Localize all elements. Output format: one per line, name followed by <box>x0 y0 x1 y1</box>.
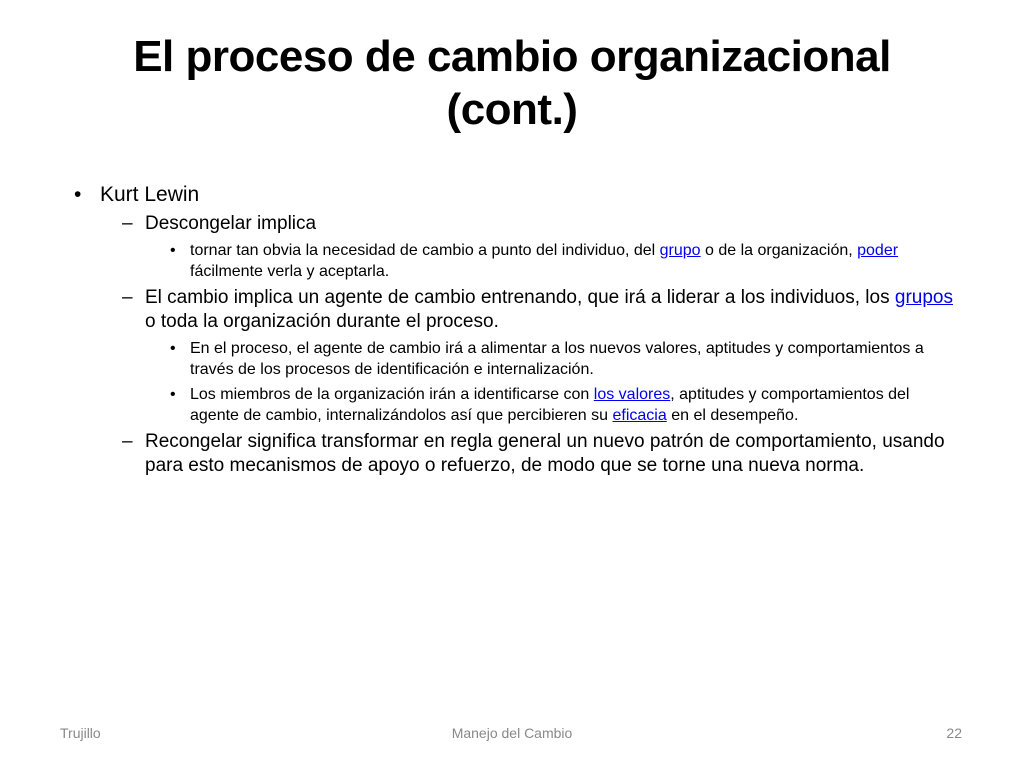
bullet-kurt-lewin <box>60 182 960 208</box>
sub-sub-bullet-agente <box>60 338 960 380</box>
dash-icon: – <box>122 287 133 308</box>
bullet-dot-icon: • <box>170 242 176 259</box>
sub-sub-bullet-descongelar-detail <box>60 240 960 282</box>
text-segment: El cambio implica un agente de cambio entrenando, que irá a liderar a los individuos, los <box>145 287 895 308</box>
bullet-dot-icon: • <box>74 183 82 206</box>
sub-bullet-descongelar <box>60 212 960 236</box>
link-grupo[interactable]: grupo <box>659 242 701 259</box>
sub-bullet-text: Descongelar implica <box>145 213 317 234</box>
link-poder[interactable]: poder <box>857 242 899 259</box>
text-segment: en el desempeño. <box>666 407 799 424</box>
link-los-valores[interactable]: los valores <box>593 386 671 403</box>
sub-bullet-cambio <box>60 286 960 334</box>
link-grupos[interactable]: grupos <box>894 287 953 308</box>
text-segment: o toda la organización durante el proceso. <box>145 311 499 332</box>
sub-sub-bullet-miembros <box>60 384 960 426</box>
sub-bullet-text: Recongelar significa transformar en regla general un nuevo patrón de comportamiento, usando para esto mecanismos de apoyo o refuerzo, de modo que se torne una nueva norma. <box>145 431 945 476</box>
footer-center: Manejo del Cambio <box>451 725 573 741</box>
text-segment: tornar tan obvia la necesidad de cambio a punto del individuo, del <box>190 242 660 259</box>
bullet-dot-icon: • <box>170 386 176 403</box>
page-number: 22 <box>946 725 962 741</box>
sub-bullet-recongelar <box>60 430 960 478</box>
link-eficacia[interactable]: eficacia <box>612 407 667 424</box>
footer-left: Trujillo <box>60 725 101 741</box>
text-segment: fácilmente verla y aceptarla. <box>190 263 390 280</box>
dash-icon: – <box>122 213 133 234</box>
text-segment: o de la organización, <box>700 242 858 259</box>
dash-icon: – <box>122 431 133 452</box>
text-segment: , aptitudes y comportamientos del agente de cambio, internalizándolos así que percibieren su <box>190 386 910 424</box>
bullet-dot-icon: • <box>170 340 176 357</box>
sub-sub-bullet-text: En el proceso, el agente de cambio irá a alimentar a los nuevos valores, aptitudes y comportamientos a través de los procesos de identificación e internalización. <box>190 340 924 378</box>
slide-title-line-1: El proceso de cambio organizacional <box>133 32 891 81</box>
bullet-text: Kurt Lewin <box>100 183 200 206</box>
text-segment: Los miembros de la organización irán a identificarse con <box>190 386 594 403</box>
slide-title <box>40 30 984 136</box>
slide-title-line-2: (cont.) <box>446 85 578 134</box>
slide-content <box>60 182 960 478</box>
